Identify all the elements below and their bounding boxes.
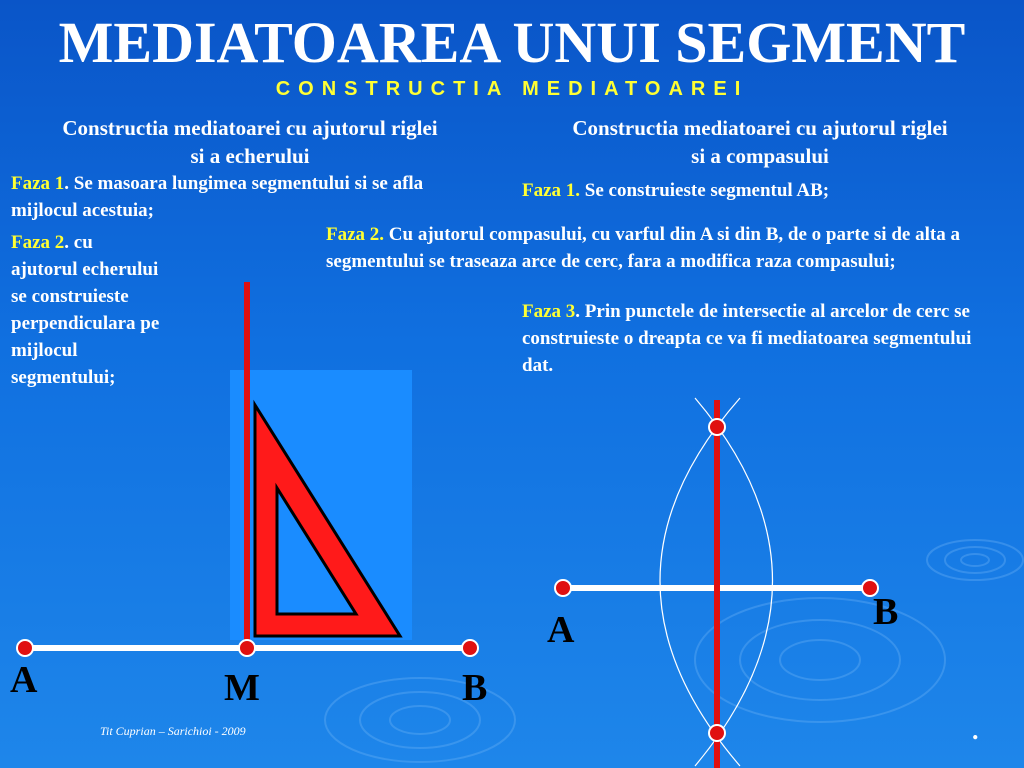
right-step2-text: Cu ajutorul compasului, cu varful din A si din B, de o parte si de alta a segmentului se traseaza arce de cerc, fara a modifica raza compasului; (326, 224, 960, 272)
left-step2-text: . cu ajutorul echerului se construieste perpendiculara pe mijlocul segmentului; (11, 232, 160, 388)
footer-mark: . (972, 716, 979, 745)
right-step1-text: Se construieste segmentul AB; (580, 180, 830, 201)
left-label-b: B (462, 667, 488, 709)
left-step2-label: Faza 2 (11, 232, 65, 253)
right-heading-line1: Constructia mediatoarei cu ajutorul riglei (572, 116, 948, 140)
footer-credit: Tit Cuprian – Sarichioi - 2009 (100, 724, 246, 738)
arc-from-b (660, 398, 740, 766)
left-label-m: M (224, 667, 260, 709)
arc-intersection-top (709, 419, 725, 435)
right-step2-label: Faza 2. (326, 224, 385, 245)
right-step1-label: Faza 1. (522, 180, 581, 201)
arc-intersection-bottom (709, 725, 725, 741)
left-heading-line2: si a echerului (190, 144, 310, 168)
right-label-b: B (873, 591, 899, 633)
right-heading-line2: si a compasului (691, 144, 829, 168)
right-step3-label: Faza 3 (522, 301, 576, 322)
arc-from-a (695, 398, 773, 766)
right-point-a (555, 580, 571, 596)
right-step3-text: . Prin punctele de intersectie al arcelor de cerc se construieste o dreapta ce va fi mediatoarea segmentului dat. (522, 301, 972, 376)
left-heading-line1: Constructia mediatoarei cu ajutorul riglei (62, 116, 438, 140)
right-label-a: A (547, 609, 575, 651)
page-title: MEDIATOAREA UNUI SEGMENT (58, 10, 966, 75)
page-subtitle: CONSTRUCTIA MEDIATOAREI (275, 78, 749, 100)
left-step1-text: . Se masoara lungimea segmentului si se afla mijlocul acestuia; (11, 173, 424, 221)
left-step1-label: Faza 1 (11, 173, 65, 194)
left-label-a: A (10, 659, 38, 701)
